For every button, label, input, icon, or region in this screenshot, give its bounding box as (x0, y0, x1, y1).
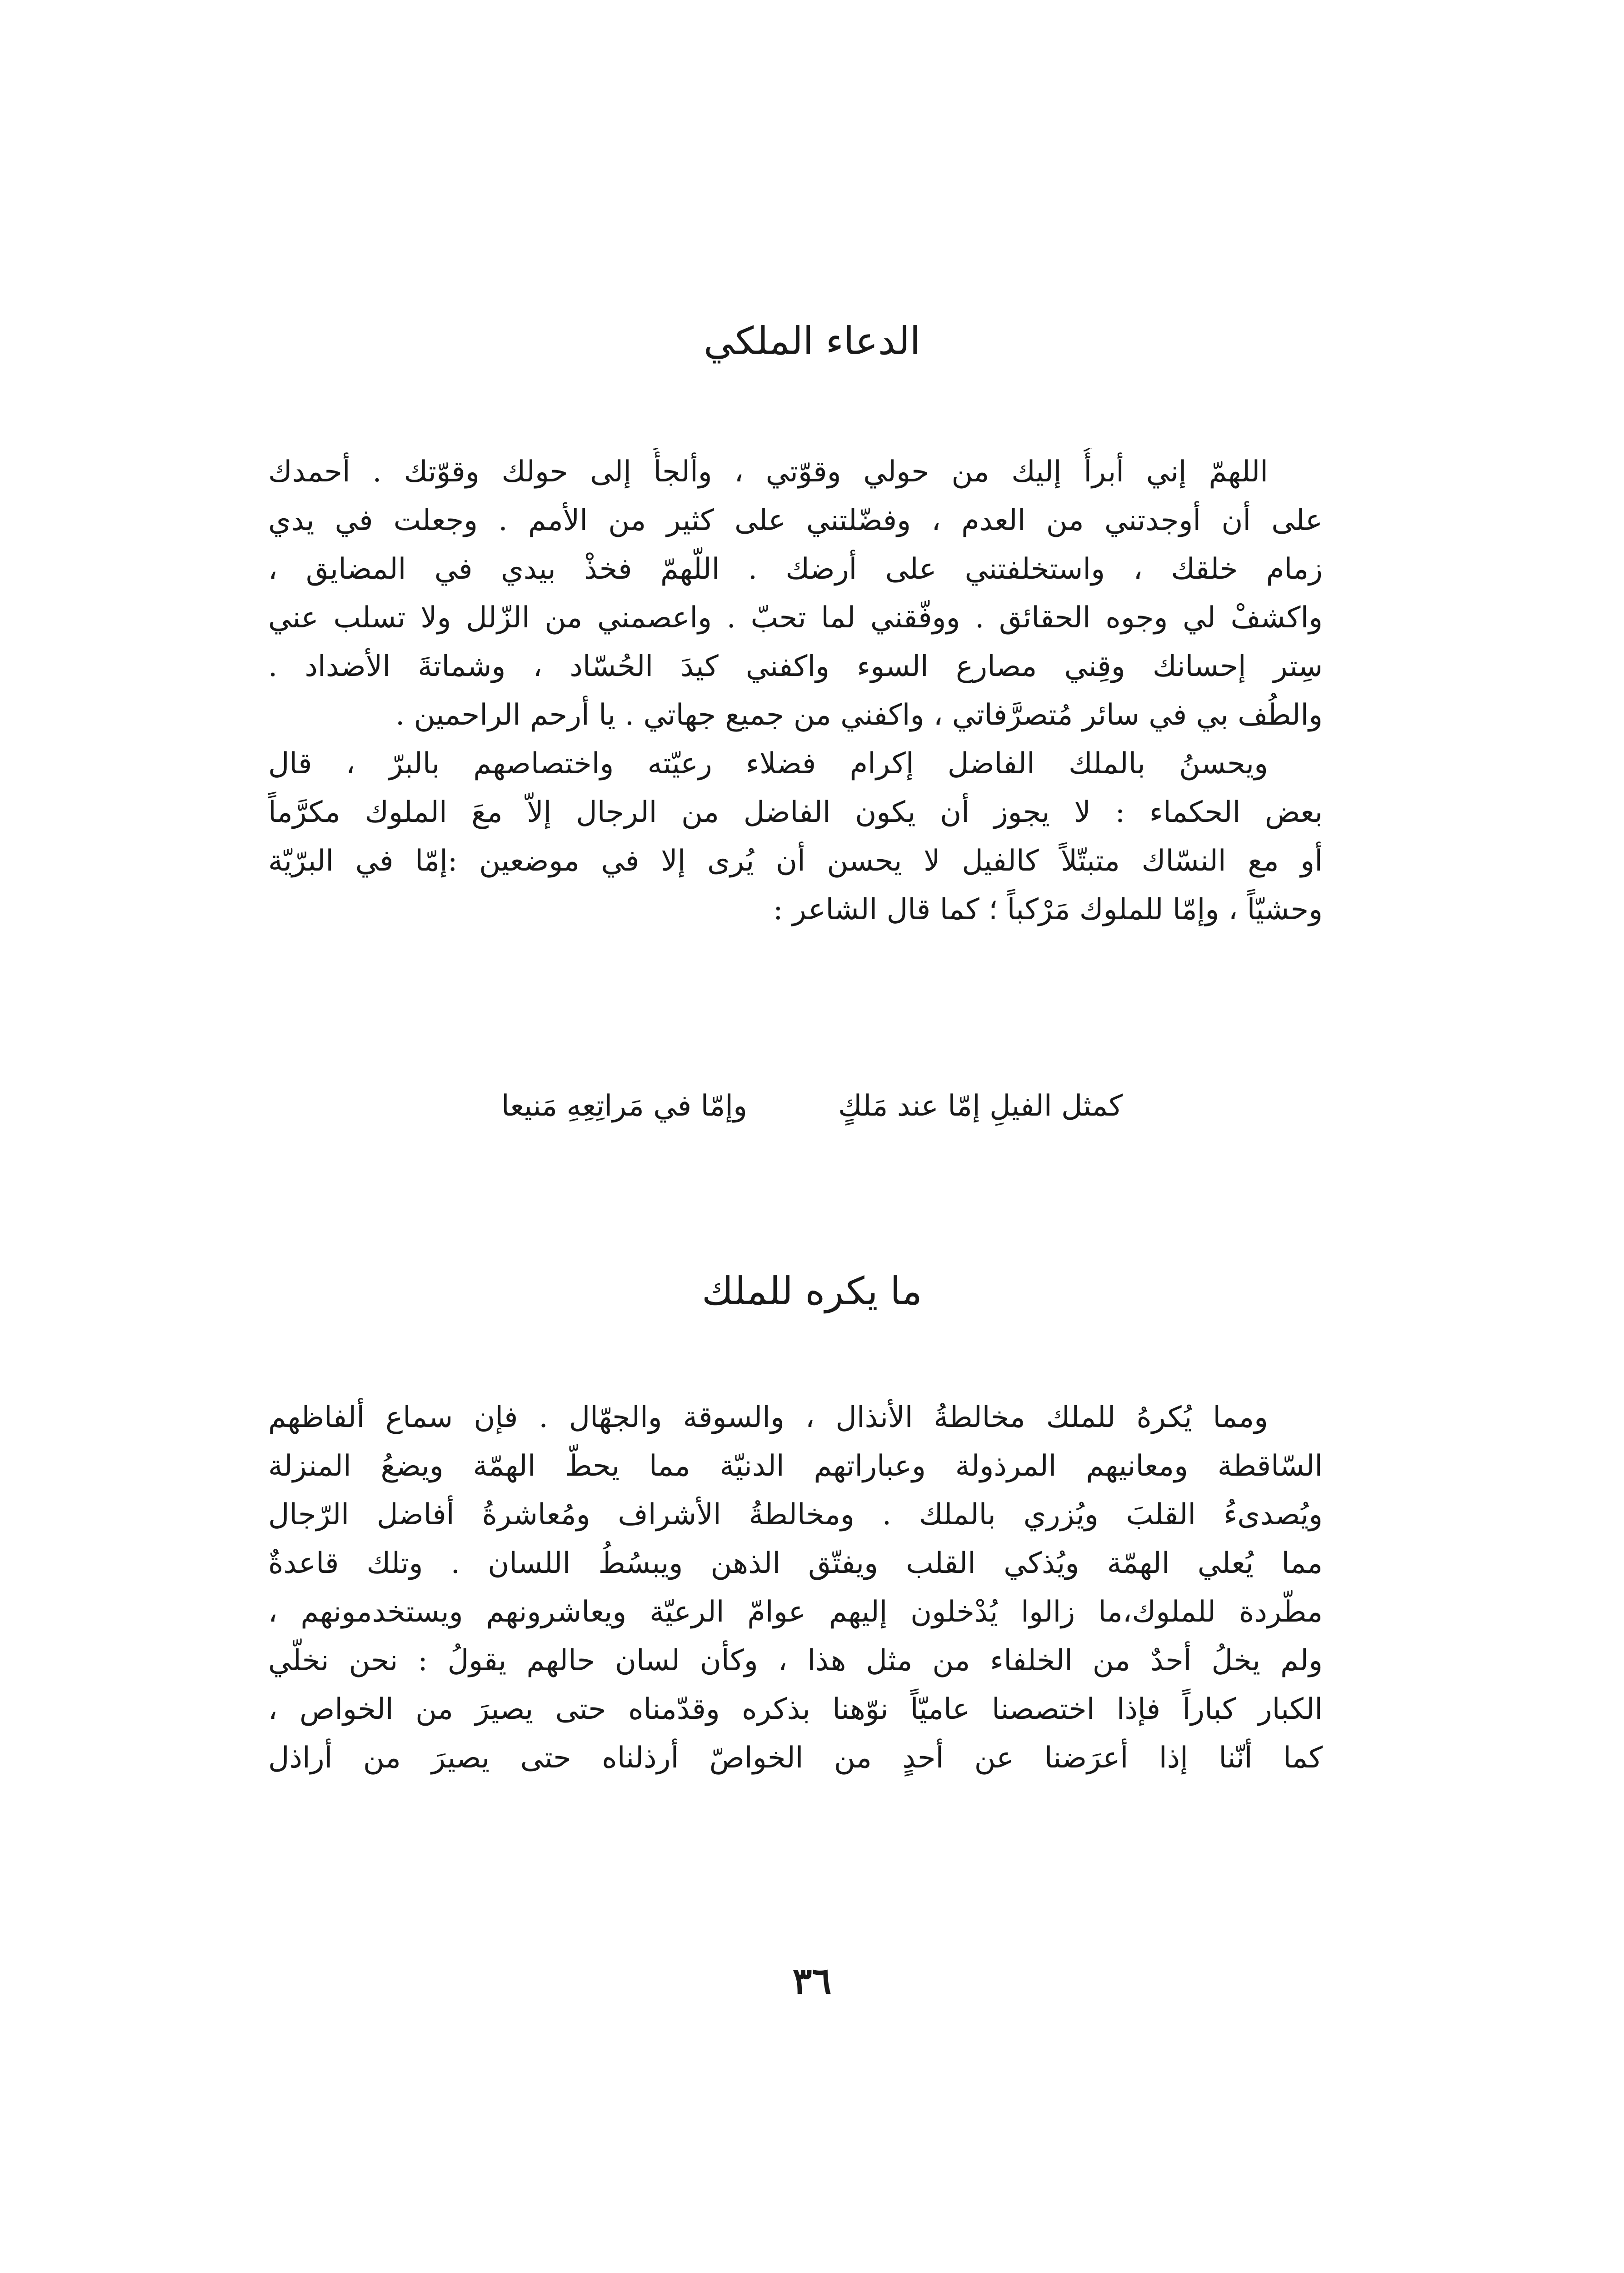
text-line: ويحسنُ بالملك الفاضل إكرام فضلاء رعيّته واختصاصهم بالبرّ ، قال (268, 747, 1268, 781)
section-title-royal-prayer: الدعاء الملكي (704, 319, 920, 363)
text-line: أو مع النسّاك متبتّلاً كالفيل لا يحسن أن يُرى إلا في موضعين :إمّا في البرّيّة (268, 844, 1323, 878)
text-line: زمام خلقك ، واستخلفتني على أرضك . اللّهمّ فخذْ بيدي في المضايق ، (268, 552, 1323, 586)
text-line: كما أنّنا إذا أعرَضنا عن أحدٍ من الخواصّ أرذلناه حتى يصيرَ من أراذل (268, 1741, 1323, 1775)
text-line: وحشيّاً ، وإمّا للملوك مَرْكباً ؛ كما قال الشاعر : (773, 893, 1323, 926)
section-royal-prayer-body (268, 448, 1323, 934)
text-line: والطُف بي في سائر مُتصرَّفاتي ، واكفني من جميع جهاتي . يا أرحم الراحمين . (395, 698, 1323, 732)
section-title-disliked-for-king: ما يكره للملك (702, 1269, 922, 1313)
text-line: السّاقطة ومعانيهم المرذولة وعباراتهم الدنيّة مما يحطّ الهمّة ويضعُ المنزلة (268, 1449, 1323, 1483)
text-line: ولم يخلُ أحدٌ من الخلفاء من مثل هذا ، وكأن لسان حالهم يقولُ : نحن نخلّي (268, 1644, 1323, 1677)
text-line: الكبار كباراً فإذا اختصصنا عاميّاً نوّهنا بذكره وقدّمناه حتى يصيرَ من الخواص ، (268, 1692, 1323, 1726)
section-disliked-body (268, 1393, 1323, 1782)
text-line: مما يُعلي الهمّة ويُذكي القلب ويفتّق الذهن ويبسُطُ اللسان . وتلك قاعدةٌ (268, 1547, 1323, 1580)
text-line: ومما يُكرهُ للملك مخالطةُ الأنذال ، والسوقة والجهّال . فإن سماع ألفاظهم (268, 1401, 1268, 1434)
text-line: ويُصدىءُ القلبَ ويُزري بالملك . ومخالطةُ الأشراف ومُعاشرةُ أفاضل الرّجال (268, 1498, 1323, 1532)
text-line: بعض الحكماء : لا يجوز أن يكون الفاضل من الرجال إلاّ معَ الملوك مكرَّماً (268, 796, 1323, 829)
verse-first-hemistich: كمثل الفيلِ إمّا عند مَلكٍ (838, 1089, 1123, 1123)
text-line: اللهمّ إني أبرأُ إليك من حولي وقوّتي ، وألجأُ إلى حولك وقوّتك . أحمدك (268, 455, 1268, 489)
poetry-verse (0, 1082, 1624, 1131)
text-line: على أن أوجدتني من العدم ، وفضّلتني على كثير من الأمم . وجعلت في يدي (268, 504, 1323, 537)
text-line: مطّردة للملوك،ما زالوا يُدْخلون إليهم عوامّ الرعيّة ويعاشرونهم ويستخدمونهم ، (268, 1595, 1323, 1629)
verse-second-hemistich: وإمّا في مَراتِعِهِ مَنيعا (501, 1089, 747, 1123)
text-line: واكشفْ لي وجوه الحقائق . ووفّقني لما تحبّ . واعصمني من الزّلل ولا تسلب عني (268, 601, 1323, 635)
page-number: ٣٦ (792, 1959, 832, 2002)
text-line: سِتر إحسانك وقِني مصارع السوء واكفني كيدَ الحُسّاد ، وشماتةَ الأضداد . (268, 650, 1323, 683)
